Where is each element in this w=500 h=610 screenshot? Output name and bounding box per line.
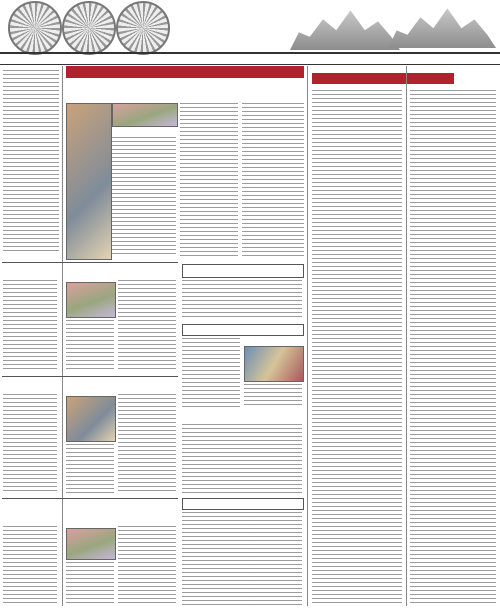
column-rule (406, 66, 407, 606)
column-rule (62, 66, 63, 606)
story-body (3, 280, 57, 372)
story-headline (182, 498, 304, 510)
story-body (182, 512, 302, 606)
konark-wheel-icon (62, 1, 116, 55)
story-body (112, 137, 176, 257)
story-headline (182, 264, 304, 278)
story-photo (66, 396, 116, 442)
continuation-banner (312, 73, 454, 84)
dateline (0, 52, 500, 65)
story-body (118, 280, 176, 372)
story-body (66, 562, 114, 606)
temple-illustration-icon (290, 6, 400, 50)
divider (2, 498, 178, 499)
story-body (244, 384, 302, 408)
story-body (118, 526, 176, 606)
story-body (182, 280, 302, 320)
story-photo (244, 346, 304, 382)
lead-photo (66, 103, 112, 260)
story-body (3, 526, 57, 606)
story-body (312, 90, 402, 606)
lead-photo-secondary (112, 103, 178, 127)
story-body (66, 320, 114, 372)
story-photo (66, 282, 116, 318)
story-body (118, 394, 176, 494)
divider (2, 376, 178, 377)
lead-kicker (66, 66, 304, 78)
story-body (180, 103, 238, 257)
konark-wheel-icon (116, 1, 170, 55)
masthead (0, 0, 500, 52)
story-body (182, 338, 240, 408)
story-photo (66, 528, 116, 560)
column-rule (307, 66, 308, 606)
story-body (182, 424, 302, 494)
temple-illustration-icon (388, 4, 496, 48)
story-body (242, 103, 304, 257)
story-body (410, 90, 496, 606)
story-headline (182, 324, 304, 336)
story-body (3, 394, 57, 494)
story-body (66, 444, 114, 494)
story-body (3, 70, 59, 253)
konark-wheel-icon (8, 1, 62, 55)
divider (2, 262, 178, 263)
